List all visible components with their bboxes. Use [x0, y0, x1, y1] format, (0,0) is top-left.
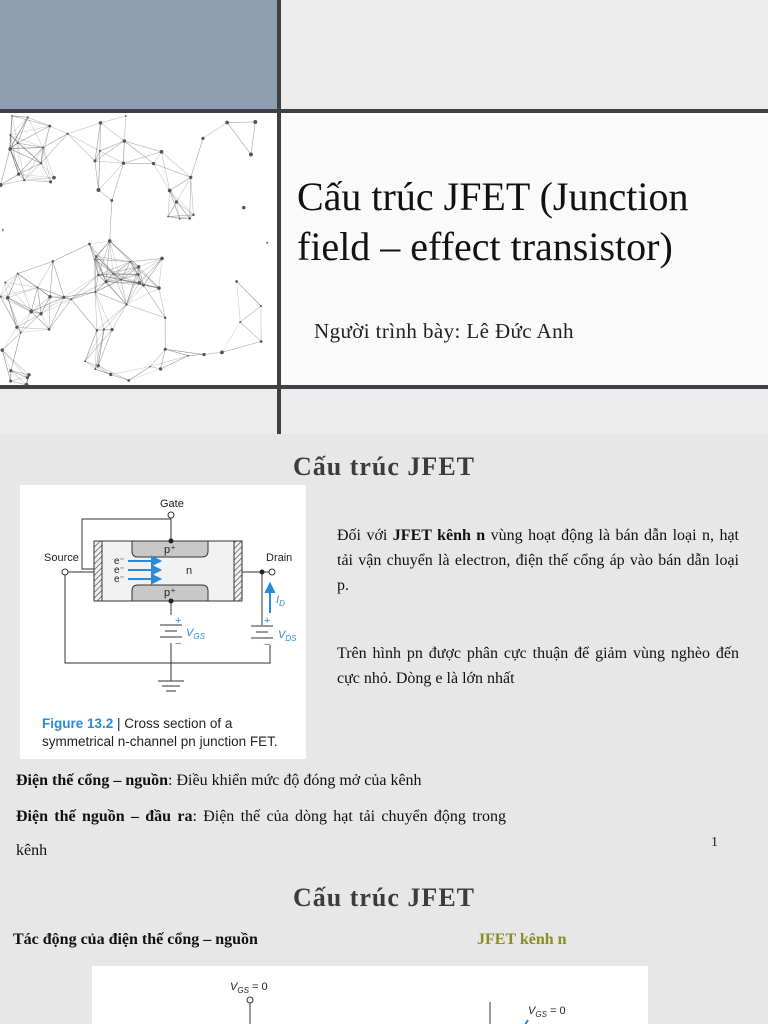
network-link	[2, 350, 29, 375]
network-node	[97, 364, 100, 367]
network-link	[10, 135, 43, 147]
network-link	[49, 297, 64, 329]
network-link	[123, 152, 161, 163]
p-top-label: p⁺	[164, 544, 176, 556]
network-link	[126, 285, 143, 304]
source-contact	[94, 541, 102, 601]
network-link	[98, 190, 111, 200]
network-node	[0, 183, 3, 187]
network-link	[85, 330, 97, 361]
network-link	[98, 163, 123, 190]
slide-heading: Cấu trúc JFET	[293, 452, 475, 481]
network-link	[68, 134, 100, 151]
network-link	[129, 369, 161, 381]
network-link	[50, 261, 53, 296]
network-link	[41, 299, 71, 313]
bottom-wire	[170, 645, 270, 663]
title-slide	[0, 0, 768, 434]
network-node	[192, 214, 194, 216]
network-node	[260, 340, 263, 343]
network-node	[97, 188, 101, 192]
network-link	[41, 297, 50, 314]
network-link	[18, 117, 28, 143]
network-link	[100, 123, 124, 141]
id-label: $I_D$	[276, 594, 285, 608]
network-node	[167, 216, 169, 218]
network-node	[164, 348, 167, 351]
network-link	[28, 117, 43, 147]
network-node	[94, 258, 96, 260]
network-node	[39, 312, 42, 315]
network-link	[203, 122, 227, 138]
network-link	[0, 282, 5, 296]
network-link	[165, 349, 188, 355]
network-node	[142, 284, 145, 287]
network-node	[23, 179, 25, 181]
grid-divider-top	[0, 109, 768, 113]
network-link	[28, 117, 50, 126]
network-link	[191, 177, 194, 215]
network-link	[31, 297, 64, 311]
network-node	[52, 176, 56, 180]
gate-voltage-diagram	[92, 966, 648, 1024]
network-node	[93, 159, 96, 162]
network-link	[165, 349, 204, 354]
network-link	[38, 287, 50, 296]
network-link	[191, 138, 203, 177]
network-node	[260, 305, 262, 307]
network-link	[240, 322, 261, 341]
network-node	[105, 280, 108, 283]
network-node	[103, 328, 105, 330]
network-link	[237, 281, 241, 322]
network-node	[29, 310, 33, 314]
network-node	[152, 162, 155, 165]
network-node	[48, 295, 51, 298]
network-node	[164, 316, 167, 319]
forward-bias-description: Trên hình pn được phân cực thuận để giảm vùng nghèo đến cực nhỏ. Dòng e là lớn nhất	[337, 645, 739, 687]
vgs-minus: −	[175, 638, 182, 650]
network-node	[15, 326, 18, 329]
network-link	[112, 163, 124, 200]
network-link	[110, 241, 139, 267]
network-node	[9, 369, 12, 372]
network-node	[26, 376, 29, 379]
electron-label-1: e⁻	[114, 556, 125, 567]
network-link	[18, 261, 53, 273]
network-link	[41, 314, 49, 330]
network-node	[99, 121, 103, 125]
network-node	[266, 242, 268, 244]
network-link	[2, 350, 11, 371]
network-node	[239, 321, 241, 323]
network-link	[98, 366, 129, 381]
network-node	[123, 139, 127, 143]
network-node	[202, 353, 205, 356]
network-link	[124, 141, 161, 152]
caption-line-2: symmetrical n-channel pn junction FET.	[42, 734, 278, 749]
gate-source-voltage-definition	[16, 766, 536, 796]
network-node	[125, 115, 127, 117]
network-link	[12, 116, 50, 126]
network-link	[1, 148, 10, 185]
jfet-cross-section-figure	[20, 485, 306, 759]
network-node	[225, 121, 229, 125]
network-node	[122, 161, 125, 164]
vgs-label: $V_{GS}$	[186, 627, 205, 641]
network-node	[130, 261, 132, 263]
gate-terminal-small	[247, 997, 253, 1003]
gate-source-effect-heading: Tác động của điện thế cổng – nguồn	[13, 931, 258, 948]
network-link	[49, 297, 50, 330]
network-node	[9, 380, 12, 383]
n-channel-description	[337, 523, 739, 598]
network-node	[0, 348, 4, 352]
network-link	[53, 261, 64, 297]
slide-heading: Cấu trúc JFET	[293, 883, 475, 912]
gate-voltage-figure	[92, 966, 648, 1024]
network-node	[27, 116, 29, 118]
network-link	[68, 123, 101, 134]
network-link	[19, 147, 43, 174]
network-link	[159, 258, 162, 288]
network-node	[2, 229, 4, 231]
structure-slide	[0, 434, 768, 864]
network-node	[159, 367, 162, 370]
vds-minus: −	[264, 639, 271, 651]
network-node	[253, 120, 257, 124]
source-drain-voltage-definition	[16, 800, 506, 868]
network-node	[187, 355, 189, 357]
network-node	[42, 146, 44, 148]
network-node	[112, 273, 114, 275]
network-link	[154, 164, 170, 191]
network-node	[9, 147, 11, 149]
network-link	[89, 241, 109, 244]
gate-voltage-slide	[0, 864, 768, 1024]
grid-divider-vertical	[277, 0, 281, 434]
network-node	[95, 255, 97, 257]
gate-terminal	[168, 512, 174, 518]
network-link	[168, 190, 170, 216]
def1-text: : Điều khiển mức độ đóng mở của kênh	[168, 772, 422, 789]
source-label: Source	[44, 552, 79, 564]
network-node	[138, 281, 141, 284]
network-link	[98, 366, 111, 375]
n-channel-jfet-heading: JFET kênh n	[477, 931, 567, 948]
network-node	[17, 273, 19, 275]
vgs-zero-label-left: $V_{GS} = 0$	[230, 981, 268, 995]
network-link	[130, 262, 139, 283]
network-link	[21, 329, 49, 332]
caption-line-1: Cross section of a	[124, 716, 233, 731]
network-node	[110, 199, 113, 202]
source-terminal	[62, 569, 68, 575]
network-node	[52, 260, 55, 263]
def2-term: Điện thế nguồn – đầu ra	[16, 808, 193, 825]
network-node	[11, 115, 13, 117]
network-link	[138, 258, 162, 274]
network-link	[126, 267, 138, 305]
network-link	[227, 122, 251, 154]
n-region-label: n	[186, 565, 193, 577]
network-node	[37, 287, 39, 289]
network-link	[31, 299, 71, 311]
network-node	[48, 328, 51, 331]
network-node	[157, 286, 161, 290]
network-node	[120, 279, 122, 281]
network-node	[201, 137, 204, 140]
network-link	[170, 190, 180, 218]
def1-term: Điện thế cổng – nguồn	[16, 772, 169, 789]
network-link	[123, 141, 124, 163]
network-node	[175, 200, 178, 203]
network-node	[149, 366, 151, 368]
network-node	[220, 350, 224, 354]
network-link	[41, 134, 68, 163]
vgs-zero-label-right: $V_{GS} = 0$	[528, 1005, 566, 1019]
network-link	[100, 116, 125, 123]
network-node	[96, 329, 98, 331]
network-node	[40, 162, 42, 164]
network-link	[240, 306, 261, 322]
network-link	[10, 116, 12, 149]
gate-node-bottom	[169, 599, 174, 604]
drain-current-arrowhead	[266, 584, 274, 592]
drain-label: Drain	[266, 552, 293, 564]
network-link	[71, 299, 97, 330]
network-link	[8, 287, 38, 297]
network-node	[49, 180, 52, 183]
network-link	[204, 352, 222, 354]
network-link	[71, 282, 106, 300]
network-link	[112, 305, 126, 330]
network-link	[85, 361, 95, 369]
network-link	[49, 299, 71, 329]
network-node	[70, 298, 72, 300]
network-graphic	[0, 113, 277, 385]
network-node	[84, 360, 86, 362]
network-link	[68, 134, 95, 161]
slide-title: Cấu trúc JFET (Junction field – effect transistor)	[297, 174, 689, 269]
network-link	[38, 261, 53, 287]
network-link	[237, 281, 261, 306]
drain-terminal	[269, 569, 275, 575]
page-number: 1	[711, 835, 718, 850]
network-link	[104, 305, 126, 330]
network-node	[17, 173, 20, 176]
grid-divider-bottom	[0, 385, 768, 389]
network-link	[95, 161, 99, 190]
network-node	[235, 280, 238, 283]
network-node	[62, 296, 65, 299]
p-bottom-label: p⁺	[164, 587, 176, 599]
network-link	[5, 282, 37, 287]
drain-contact	[234, 541, 242, 601]
network-node	[88, 243, 91, 246]
vds-label: $V_{DS}$	[278, 629, 297, 643]
network-link	[251, 122, 255, 154]
network-lines-image	[0, 113, 277, 385]
network-link	[85, 330, 112, 362]
network-link	[53, 244, 90, 261]
network-link	[126, 305, 165, 318]
network-link	[64, 275, 98, 297]
network-link	[168, 202, 176, 217]
network-link	[38, 287, 41, 313]
network-node	[160, 150, 164, 154]
network-link	[113, 274, 138, 275]
drain-node	[260, 570, 265, 575]
network-node	[17, 142, 19, 144]
para1-lead: Đối với	[337, 527, 393, 544]
network-node	[66, 133, 68, 135]
network-node	[99, 150, 101, 152]
network-node	[97, 274, 99, 276]
network-link	[154, 164, 191, 178]
electron-label-3: e⁻	[114, 574, 125, 585]
network-link	[98, 151, 99, 190]
network-node	[188, 217, 191, 220]
network-link	[124, 141, 153, 164]
network-link	[50, 126, 68, 134]
network-node	[168, 189, 172, 193]
network-link	[95, 369, 110, 374]
network-node	[189, 176, 192, 179]
network-link	[177, 177, 191, 202]
network-node	[249, 153, 253, 157]
caption-separator: |	[113, 716, 125, 731]
presenter-line: Người trình bày: Lê Đức Anh	[314, 319, 574, 343]
network-node	[20, 332, 22, 334]
network-node	[125, 303, 127, 305]
network-node	[6, 296, 10, 300]
vgs-plus: +	[175, 615, 182, 627]
network-node	[127, 379, 130, 382]
network-node	[94, 368, 96, 370]
network-link	[10, 126, 49, 135]
network-link	[31, 287, 37, 311]
network-node	[137, 265, 140, 268]
network-node	[4, 281, 6, 283]
network-link	[170, 177, 191, 190]
network-node	[94, 291, 96, 293]
network-node	[179, 218, 181, 220]
network-node	[9, 134, 11, 136]
figure-caption	[42, 715, 278, 751]
vds-plus: +	[264, 615, 271, 627]
network-link	[110, 200, 112, 241]
network-link	[124, 116, 126, 141]
network-node	[27, 373, 30, 376]
decorative-blue-block	[0, 0, 277, 110]
network-node	[160, 257, 164, 261]
network-node	[48, 125, 51, 128]
gate-label: Gate	[160, 498, 184, 510]
network-link	[17, 327, 49, 329]
network-node	[108, 239, 112, 243]
network-link	[85, 361, 98, 365]
iv-curve-segment	[520, 1020, 528, 1024]
network-node	[110, 328, 113, 331]
network-link	[21, 312, 31, 333]
figure-number: Figure 13.2	[42, 716, 114, 731]
network-node	[242, 206, 246, 210]
network-node	[109, 373, 112, 376]
electron-label-2: e⁻	[114, 565, 125, 576]
para1-rest: vùng hoạt động là bán dẫn loại n, hạt tải vận chuyển là electron, điện thế cổng áp vào bán dẫn loại p.	[337, 527, 739, 594]
gate-node-top	[169, 539, 174, 544]
network-node	[137, 273, 140, 276]
def2-text: : Điện thế của dòng hạt tải chuyển động trong kênh	[16, 808, 507, 859]
para1-bold: JFET kênh n	[392, 527, 486, 544]
